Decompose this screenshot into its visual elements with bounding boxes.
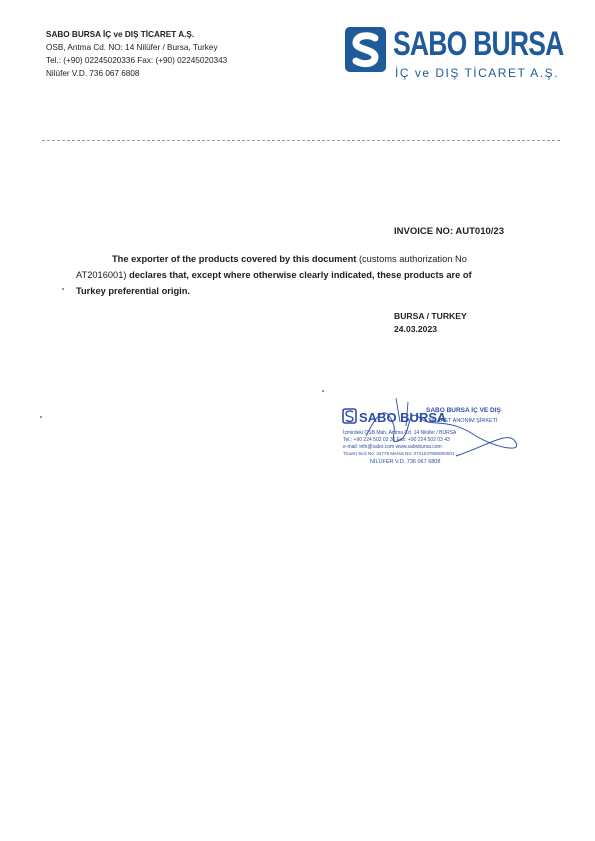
place-text: BURSA / TURKEY — [394, 311, 467, 321]
scan-speck — [322, 390, 324, 392]
declaration-part3: AT2016001) — [76, 270, 127, 280]
declaration-part1: The exporter of the products covered by this document — [112, 254, 357, 264]
date-text: 24.03.2023 — [394, 324, 438, 334]
declaration-part5: Turkey preferential origin. — [76, 286, 191, 296]
header-divider — [42, 140, 560, 141]
stamp-line5: e-mail: info@sabo.com www.sabobursa.com — [343, 444, 442, 450]
stamp-line4: Tel.: +90 224 502 03 36 Fax: +90 224 502 03 43 — [343, 437, 450, 443]
scan-speck — [40, 416, 42, 418]
company-tax-office: Nilüfer V.D. 736 067 6808 — [46, 69, 140, 78]
declaration-part2: (customs authorization No — [358, 254, 467, 264]
place-date — [394, 310, 467, 336]
stamp-company-line2: TİCARET ANONİM ŞİRKETİ — [428, 418, 498, 424]
company-stamp — [336, 396, 536, 468]
origin-declaration — [76, 251, 536, 299]
stamp-line7: NİLÜFER V.D. 736 067 6808 — [370, 459, 441, 465]
company-phone-fax: Tel.: (+90) 02245020336 Fax: (+90) 02245020343 — [46, 56, 228, 65]
company-logo — [345, 24, 563, 82]
declaration-part4: declares that, except where otherwise clearly indicated, these products are of — [129, 270, 472, 280]
invoice-number: INVOICE NO: AUT010/23 — [394, 226, 504, 237]
stamp-company-line1: SABO BURSA İÇ VE DIŞ — [426, 407, 501, 414]
stamp-line6: Ticaret Sicil No: 34778 Mersis No: 0741047680800001 — [343, 451, 455, 456]
stamp-line3: İzmirdeki OSB Mah. Antma Cd. 14 Nilüfer / BURSA — [343, 430, 457, 436]
company-info — [46, 28, 227, 80]
scan-speck — [62, 288, 64, 290]
stamp-brand: SABO BURSA — [359, 410, 447, 425]
logo-s-icon — [345, 27, 386, 72]
logo-title: SABO BURSA — [393, 25, 564, 63]
company-address: OSB, Antma Cd. NO: 14 Nilüfer / Bursa, Turkey — [46, 43, 218, 52]
company-name: SABO BURSA İÇ ve DIŞ TİCARET A.Ş. — [46, 30, 195, 39]
logo-subtitle: İÇ ve DIŞ TİCARET A.Ş. — [395, 66, 559, 80]
